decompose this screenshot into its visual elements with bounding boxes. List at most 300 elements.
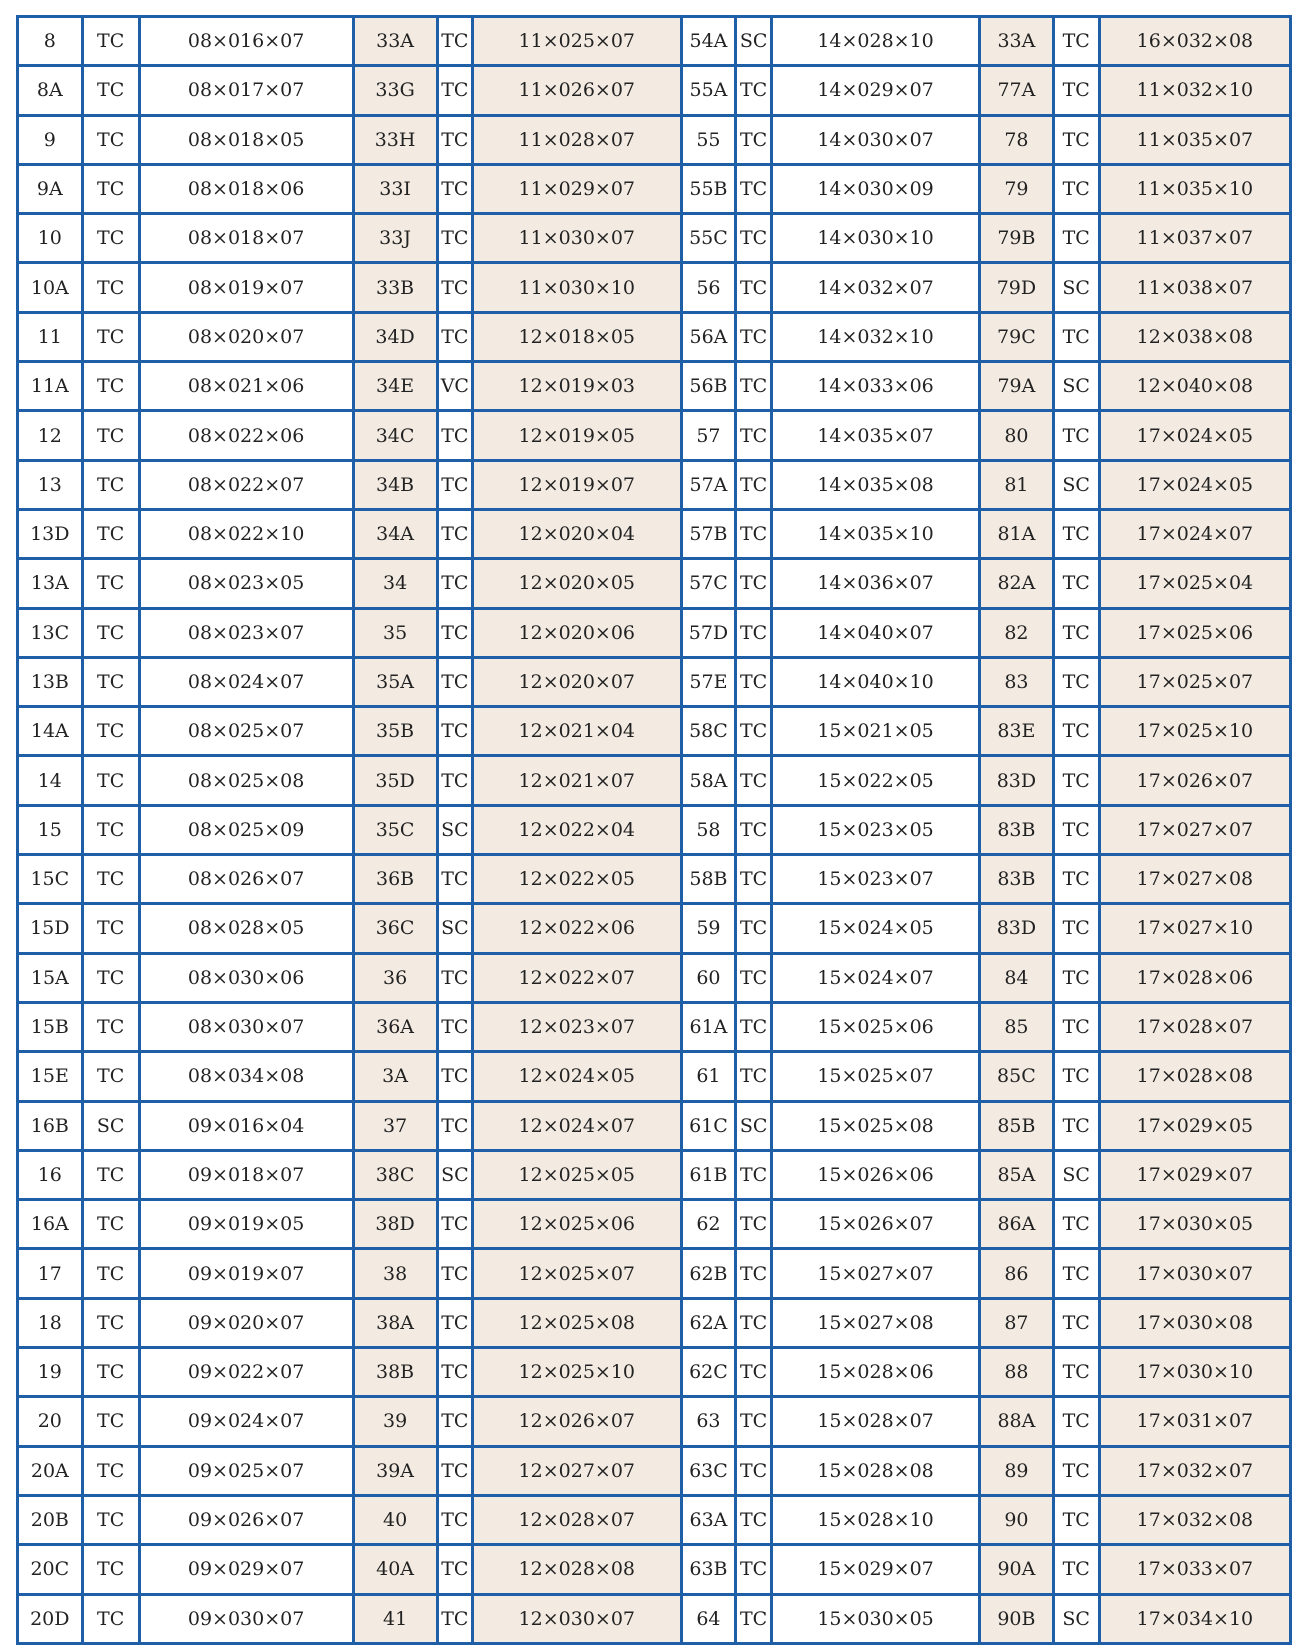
- type-cell: TC: [439, 511, 471, 557]
- dimension-cell: 12×025×08: [474, 1300, 679, 1346]
- part-number-cell: 61B: [683, 1152, 735, 1198]
- type-cell: TC: [1055, 1053, 1098, 1099]
- type-cell: TC: [737, 610, 769, 656]
- dimension-cell: 17×027×08: [1101, 856, 1289, 902]
- dimension-cell: 14×032×10: [773, 314, 978, 360]
- part-number-cell: 17: [19, 1250, 81, 1296]
- dimension-cell: 14×035×07: [773, 412, 978, 458]
- part-number-cell: 18: [19, 1300, 81, 1346]
- type-cell: TC: [737, 412, 769, 458]
- type-cell: TC: [737, 462, 769, 508]
- type-cell: TC: [84, 314, 138, 360]
- type-cell: SC: [737, 18, 769, 64]
- part-number-cell: 63: [683, 1398, 735, 1444]
- table-row: [19, 412, 1289, 458]
- part-number-cell: 81A: [981, 511, 1051, 557]
- table-row: [19, 708, 1289, 754]
- dimension-cell: 15×026×06: [773, 1152, 978, 1198]
- type-cell: TC: [439, 1201, 471, 1247]
- dimension-cell: 15×021×05: [773, 708, 978, 754]
- dimension-cell: 08×019×07: [141, 264, 352, 310]
- dimension-cell: 17×032×07: [1101, 1448, 1289, 1494]
- table-row: [19, 314, 1289, 360]
- dimension-cell: 12×026×07: [474, 1398, 679, 1444]
- type-cell: TC: [84, 264, 138, 310]
- part-number-cell: 80: [981, 412, 1051, 458]
- dimension-cell: 15×029×07: [773, 1546, 978, 1592]
- dimension-cell: 17×029×05: [1101, 1103, 1289, 1149]
- table-row: [19, 166, 1289, 212]
- type-cell: TC: [439, 1497, 471, 1543]
- type-cell: TC: [1055, 1103, 1098, 1149]
- type-cell: TC: [84, 1448, 138, 1494]
- part-number-cell: 88: [981, 1349, 1051, 1395]
- type-cell: TC: [84, 67, 138, 113]
- part-number-cell: 79D: [981, 264, 1051, 310]
- type-cell: TC: [1055, 1349, 1098, 1395]
- part-number-cell: 20: [19, 1398, 81, 1444]
- part-number-cell: 37: [355, 1103, 436, 1149]
- dimension-cell: 08×034×08: [141, 1053, 352, 1099]
- dimension-cell: 09×025×07: [141, 1448, 352, 1494]
- type-cell: TC: [84, 1497, 138, 1543]
- part-number-cell: 78: [981, 117, 1051, 163]
- type-cell: TC: [737, 117, 769, 163]
- table-row: [19, 1497, 1289, 1543]
- part-number-cell: 3A: [355, 1053, 436, 1099]
- part-number-cell: 34E: [355, 363, 436, 409]
- dimension-cell: 11×028×07: [474, 117, 679, 163]
- type-cell: TC: [1055, 166, 1098, 212]
- dimension-cell: 12×022×05: [474, 856, 679, 902]
- dimension-cell: 17×025×07: [1101, 659, 1289, 705]
- part-number-cell: 33H: [355, 117, 436, 163]
- dimension-cell: 14×030×07: [773, 117, 978, 163]
- part-number-cell: 85C: [981, 1053, 1051, 1099]
- dimension-cell: 17×034×10: [1101, 1596, 1289, 1643]
- type-cell: TC: [439, 1398, 471, 1444]
- type-cell: TC: [439, 1103, 471, 1149]
- type-cell: TC: [84, 1250, 138, 1296]
- dimension-cell: 08×022×06: [141, 412, 352, 458]
- table-row: [19, 610, 1289, 656]
- dimension-cell: 16×032×08: [1101, 18, 1289, 64]
- part-number-cell: 54A: [683, 18, 735, 64]
- dimension-cell: 08×022×07: [141, 462, 352, 508]
- part-number-cell: 63C: [683, 1448, 735, 1494]
- type-cell: TC: [439, 264, 471, 310]
- table-row: [19, 1053, 1289, 1099]
- type-cell: TC: [84, 1053, 138, 1099]
- part-number-cell: 58C: [683, 708, 735, 754]
- dimension-cell: 12×020×05: [474, 560, 679, 606]
- type-cell: SC: [1055, 1596, 1098, 1643]
- type-cell: TC: [84, 18, 138, 64]
- dimension-cell: 09×029×07: [141, 1546, 352, 1592]
- type-cell: TC: [737, 215, 769, 261]
- part-number-cell: 15A: [19, 955, 81, 1001]
- dimension-cell: 11×030×10: [474, 264, 679, 310]
- type-cell: TC: [84, 1201, 138, 1247]
- dimension-cell: 15×027×08: [773, 1300, 978, 1346]
- part-number-cell: 33B: [355, 264, 436, 310]
- type-cell: TC: [439, 1349, 471, 1395]
- part-number-cell: 36C: [355, 905, 436, 951]
- type-cell: TC: [1055, 215, 1098, 261]
- dimension-cell: 15×028×07: [773, 1398, 978, 1444]
- part-number-cell: 35: [355, 610, 436, 656]
- part-number-cell: 85B: [981, 1103, 1051, 1149]
- part-number-cell: 8: [19, 18, 81, 64]
- type-cell: TC: [439, 18, 471, 64]
- dimension-cell: 17×029×07: [1101, 1152, 1289, 1198]
- dimension-cell: 08×025×09: [141, 807, 352, 853]
- part-number-cell: 83D: [981, 757, 1051, 803]
- dimension-cell: 08×030×07: [141, 1004, 352, 1050]
- dimension-cell: 12×024×05: [474, 1053, 679, 1099]
- part-number-cell: 58: [683, 807, 735, 853]
- table-row: [19, 215, 1289, 261]
- dimension-cell: 17×031×07: [1101, 1398, 1289, 1444]
- part-number-cell: 10A: [19, 264, 81, 310]
- part-number-cell: 39A: [355, 1448, 436, 1494]
- dimension-cell: 08×018×07: [141, 215, 352, 261]
- dimension-cell: 15×027×07: [773, 1250, 978, 1296]
- type-cell: TC: [84, 708, 138, 754]
- dimension-cell: 17×028×06: [1101, 955, 1289, 1001]
- dimension-cell: 17×030×10: [1101, 1349, 1289, 1395]
- part-number-cell: 36A: [355, 1004, 436, 1050]
- type-cell: TC: [84, 1300, 138, 1346]
- part-number-cell: 57C: [683, 560, 735, 606]
- dimension-cell: 17×027×10: [1101, 905, 1289, 951]
- table-row: [19, 1250, 1289, 1296]
- dimension-cell: 11×037×07: [1101, 215, 1289, 261]
- type-cell: SC: [737, 1103, 769, 1149]
- dimension-cell: 08×026×07: [141, 856, 352, 902]
- dimension-cell: 14×035×08: [773, 462, 978, 508]
- part-number-cell: 84: [981, 955, 1051, 1001]
- part-number-cell: 56: [683, 264, 735, 310]
- part-number-cell: 86: [981, 1250, 1051, 1296]
- part-number-cell: 35C: [355, 807, 436, 853]
- type-cell: SC: [439, 905, 471, 951]
- part-number-cell: 14: [19, 757, 81, 803]
- part-number-cell: 38A: [355, 1300, 436, 1346]
- dimension-cell: 09×018×07: [141, 1152, 352, 1198]
- part-number-cell: 55C: [683, 215, 735, 261]
- part-number-cell: 33G: [355, 67, 436, 113]
- part-number-cell: 57A: [683, 462, 735, 508]
- type-cell: TC: [84, 1398, 138, 1444]
- dimension-cell: 17×025×10: [1101, 708, 1289, 754]
- type-cell: SC: [84, 1103, 138, 1149]
- part-number-cell: 34C: [355, 412, 436, 458]
- type-cell: TC: [439, 215, 471, 261]
- part-number-cell: 85A: [981, 1152, 1051, 1198]
- dimension-cell: 14×030×10: [773, 215, 978, 261]
- type-cell: TC: [439, 166, 471, 212]
- dimension-cell: 14×032×07: [773, 264, 978, 310]
- part-number-cell: 77A: [981, 67, 1051, 113]
- part-number-cell: 9A: [19, 166, 81, 212]
- dimension-cell: 12×022×06: [474, 905, 679, 951]
- part-number-cell: 20D: [19, 1596, 81, 1643]
- dimension-cell: 15×025×07: [773, 1053, 978, 1099]
- part-number-cell: 16B: [19, 1103, 81, 1149]
- part-number-cell: 20A: [19, 1448, 81, 1494]
- dimension-cell: 09×016×04: [141, 1103, 352, 1149]
- type-cell: TC: [84, 610, 138, 656]
- type-cell: TC: [737, 757, 769, 803]
- table-row: [19, 67, 1289, 113]
- part-number-cell: 11: [19, 314, 81, 360]
- part-number-cell: 35B: [355, 708, 436, 754]
- part-number-cell: 90B: [981, 1596, 1051, 1643]
- seal-size-table: [16, 15, 1292, 1645]
- part-number-cell: 20C: [19, 1546, 81, 1592]
- table-row: [19, 511, 1289, 557]
- type-cell: TC: [737, 1152, 769, 1198]
- dimension-cell: 14×035×10: [773, 511, 978, 557]
- type-cell: TC: [737, 264, 769, 310]
- type-cell: TC: [1055, 117, 1098, 163]
- dimension-cell: 09×019×05: [141, 1201, 352, 1247]
- type-cell: TC: [439, 560, 471, 606]
- table-row: [19, 18, 1289, 64]
- type-cell: TC: [1055, 511, 1098, 557]
- dimension-cell: 11×029×07: [474, 166, 679, 212]
- type-cell: TC: [1055, 1250, 1098, 1296]
- part-number-cell: 58A: [683, 757, 735, 803]
- part-number-cell: 38C: [355, 1152, 436, 1198]
- type-cell: TC: [737, 1300, 769, 1346]
- dimension-cell: 17×030×05: [1101, 1201, 1289, 1247]
- part-number-cell: 33J: [355, 215, 436, 261]
- dimension-cell: 17×030×08: [1101, 1300, 1289, 1346]
- part-number-cell: 13A: [19, 560, 81, 606]
- part-number-cell: 57D: [683, 610, 735, 656]
- dimension-cell: 15×028×06: [773, 1349, 978, 1395]
- type-cell: TC: [737, 856, 769, 902]
- dimension-cell: 12×030×07: [474, 1596, 679, 1643]
- type-cell: TC: [737, 807, 769, 853]
- type-cell: SC: [1055, 1152, 1098, 1198]
- dimension-cell: 14×028×10: [773, 18, 978, 64]
- dimension-cell: 14×030×09: [773, 166, 978, 212]
- part-number-cell: 83D: [981, 905, 1051, 951]
- type-cell: TC: [84, 560, 138, 606]
- type-cell: TC: [737, 1004, 769, 1050]
- part-number-cell: 90: [981, 1497, 1051, 1543]
- dimension-cell: 15×028×08: [773, 1448, 978, 1494]
- part-number-cell: 86A: [981, 1201, 1051, 1247]
- type-cell: TC: [439, 1250, 471, 1296]
- dimension-cell: 12×020×07: [474, 659, 679, 705]
- dimension-cell: 17×028×08: [1101, 1053, 1289, 1099]
- dimension-cell: 11×030×07: [474, 215, 679, 261]
- part-number-cell: 34B: [355, 462, 436, 508]
- type-cell: TC: [84, 166, 138, 212]
- type-cell: TC: [1055, 708, 1098, 754]
- part-number-cell: 11A: [19, 363, 81, 409]
- dimension-cell: 12×022×07: [474, 955, 679, 1001]
- type-cell: TC: [737, 905, 769, 951]
- type-cell: TC: [439, 659, 471, 705]
- type-cell: TC: [439, 955, 471, 1001]
- table-row: [19, 1201, 1289, 1247]
- type-cell: TC: [1055, 560, 1098, 606]
- part-number-cell: 56B: [683, 363, 735, 409]
- part-number-cell: 36B: [355, 856, 436, 902]
- part-number-cell: 33A: [981, 18, 1051, 64]
- dimension-cell: 12×022×04: [474, 807, 679, 853]
- dimension-cell: 11×025×07: [474, 18, 679, 64]
- table-row: [19, 1103, 1289, 1149]
- part-number-cell: 89: [981, 1448, 1051, 1494]
- type-cell: TC: [84, 856, 138, 902]
- type-cell: TC: [439, 1004, 471, 1050]
- type-cell: TC: [737, 1448, 769, 1494]
- type-cell: TC: [439, 67, 471, 113]
- type-cell: TC: [1055, 1448, 1098, 1494]
- type-cell: TC: [737, 166, 769, 212]
- part-number-cell: 36: [355, 955, 436, 1001]
- part-number-cell: 15: [19, 807, 81, 853]
- type-cell: TC: [737, 67, 769, 113]
- dimension-cell: 12×021×04: [474, 708, 679, 754]
- type-cell: SC: [439, 1152, 471, 1198]
- part-number-cell: 34: [355, 560, 436, 606]
- part-number-cell: 90A: [981, 1546, 1051, 1592]
- part-number-cell: 57E: [683, 659, 735, 705]
- type-cell: TC: [737, 1596, 769, 1643]
- type-cell: TC: [84, 117, 138, 163]
- part-number-cell: 15C: [19, 856, 81, 902]
- table-row: [19, 462, 1289, 508]
- dimension-cell: 14×040×10: [773, 659, 978, 705]
- type-cell: TC: [737, 1250, 769, 1296]
- part-number-cell: 35A: [355, 659, 436, 705]
- dimension-cell: 12×028×08: [474, 1546, 679, 1592]
- part-number-cell: 38B: [355, 1349, 436, 1395]
- part-number-cell: 83: [981, 659, 1051, 705]
- type-cell: TC: [439, 856, 471, 902]
- dimension-cell: 17×024×07: [1101, 511, 1289, 557]
- part-number-cell: 58B: [683, 856, 735, 902]
- type-cell: TC: [84, 757, 138, 803]
- type-cell: TC: [737, 1398, 769, 1444]
- dimension-cell: 17×033×07: [1101, 1546, 1289, 1592]
- dimension-cell: 12×040×08: [1101, 363, 1289, 409]
- part-number-cell: 34A: [355, 511, 436, 557]
- type-cell: TC: [1055, 1546, 1098, 1592]
- dimension-cell: 12×025×07: [474, 1250, 679, 1296]
- dimension-cell: 09×024×07: [141, 1398, 352, 1444]
- type-cell: TC: [1055, 807, 1098, 853]
- type-cell: TC: [439, 1596, 471, 1643]
- dimension-cell: 08×017×07: [141, 67, 352, 113]
- part-number-cell: 61A: [683, 1004, 735, 1050]
- type-cell: TC: [1055, 757, 1098, 803]
- part-number-cell: 88A: [981, 1398, 1051, 1444]
- part-number-cell: 62: [683, 1201, 735, 1247]
- table-row: [19, 1300, 1289, 1346]
- type-cell: TC: [737, 1053, 769, 1099]
- type-cell: TC: [737, 560, 769, 606]
- type-cell: TC: [737, 511, 769, 557]
- part-number-cell: 55B: [683, 166, 735, 212]
- dimension-cell: 17×027×07: [1101, 807, 1289, 853]
- part-number-cell: 62B: [683, 1250, 735, 1296]
- table-row: [19, 757, 1289, 803]
- dimension-cell: 15×023×05: [773, 807, 978, 853]
- type-cell: TC: [1055, 856, 1098, 902]
- dimension-cell: 11×038×07: [1101, 264, 1289, 310]
- type-cell: TC: [737, 659, 769, 705]
- part-number-cell: 83E: [981, 708, 1051, 754]
- part-number-cell: 79: [981, 166, 1051, 212]
- type-cell: TC: [1055, 610, 1098, 656]
- dimension-cell: 11×032×10: [1101, 67, 1289, 113]
- table-row: [19, 807, 1289, 853]
- part-number-cell: 15E: [19, 1053, 81, 1099]
- type-cell: TC: [439, 1300, 471, 1346]
- dimension-cell: 08×021×06: [141, 363, 352, 409]
- dimension-cell: 08×023×07: [141, 610, 352, 656]
- table-row: [19, 905, 1289, 951]
- dimension-cell: 14×033×06: [773, 363, 978, 409]
- dimension-cell: 15×022×05: [773, 757, 978, 803]
- part-number-cell: 62A: [683, 1300, 735, 1346]
- type-cell: TC: [1055, 955, 1098, 1001]
- dimension-cell: 17×024×05: [1101, 412, 1289, 458]
- part-number-cell: 13B: [19, 659, 81, 705]
- part-number-cell: 82A: [981, 560, 1051, 606]
- type-cell: TC: [84, 1152, 138, 1198]
- type-cell: TC: [439, 757, 471, 803]
- type-cell: TC: [737, 1497, 769, 1543]
- dimension-cell: 08×025×07: [141, 708, 352, 754]
- dimension-cell: 12×025×06: [474, 1201, 679, 1247]
- part-number-cell: 56A: [683, 314, 735, 360]
- type-cell: TC: [1055, 1300, 1098, 1346]
- part-number-cell: 59: [683, 905, 735, 951]
- dimension-cell: 12×023×07: [474, 1004, 679, 1050]
- type-cell: TC: [1055, 1497, 1098, 1543]
- type-cell: TC: [439, 1053, 471, 1099]
- type-cell: TC: [84, 1349, 138, 1395]
- part-number-cell: 83B: [981, 807, 1051, 853]
- dimension-cell: 09×022×07: [141, 1349, 352, 1395]
- dimension-cell: 11×035×07: [1101, 117, 1289, 163]
- type-cell: TC: [737, 363, 769, 409]
- part-number-cell: 13D: [19, 511, 81, 557]
- part-number-cell: 55: [683, 117, 735, 163]
- part-number-cell: 60: [683, 955, 735, 1001]
- type-cell: TC: [1055, 1398, 1098, 1444]
- part-number-cell: 83B: [981, 856, 1051, 902]
- dimension-cell: 08×022×10: [141, 511, 352, 557]
- type-cell: TC: [1055, 905, 1098, 951]
- dimension-cell: 08×018×05: [141, 117, 352, 163]
- type-cell: TC: [737, 1201, 769, 1247]
- dimension-cell: 12×025×05: [474, 1152, 679, 1198]
- part-number-cell: 38D: [355, 1201, 436, 1247]
- type-cell: TC: [1055, 412, 1098, 458]
- type-cell: TC: [84, 215, 138, 261]
- part-number-cell: 33I: [355, 166, 436, 212]
